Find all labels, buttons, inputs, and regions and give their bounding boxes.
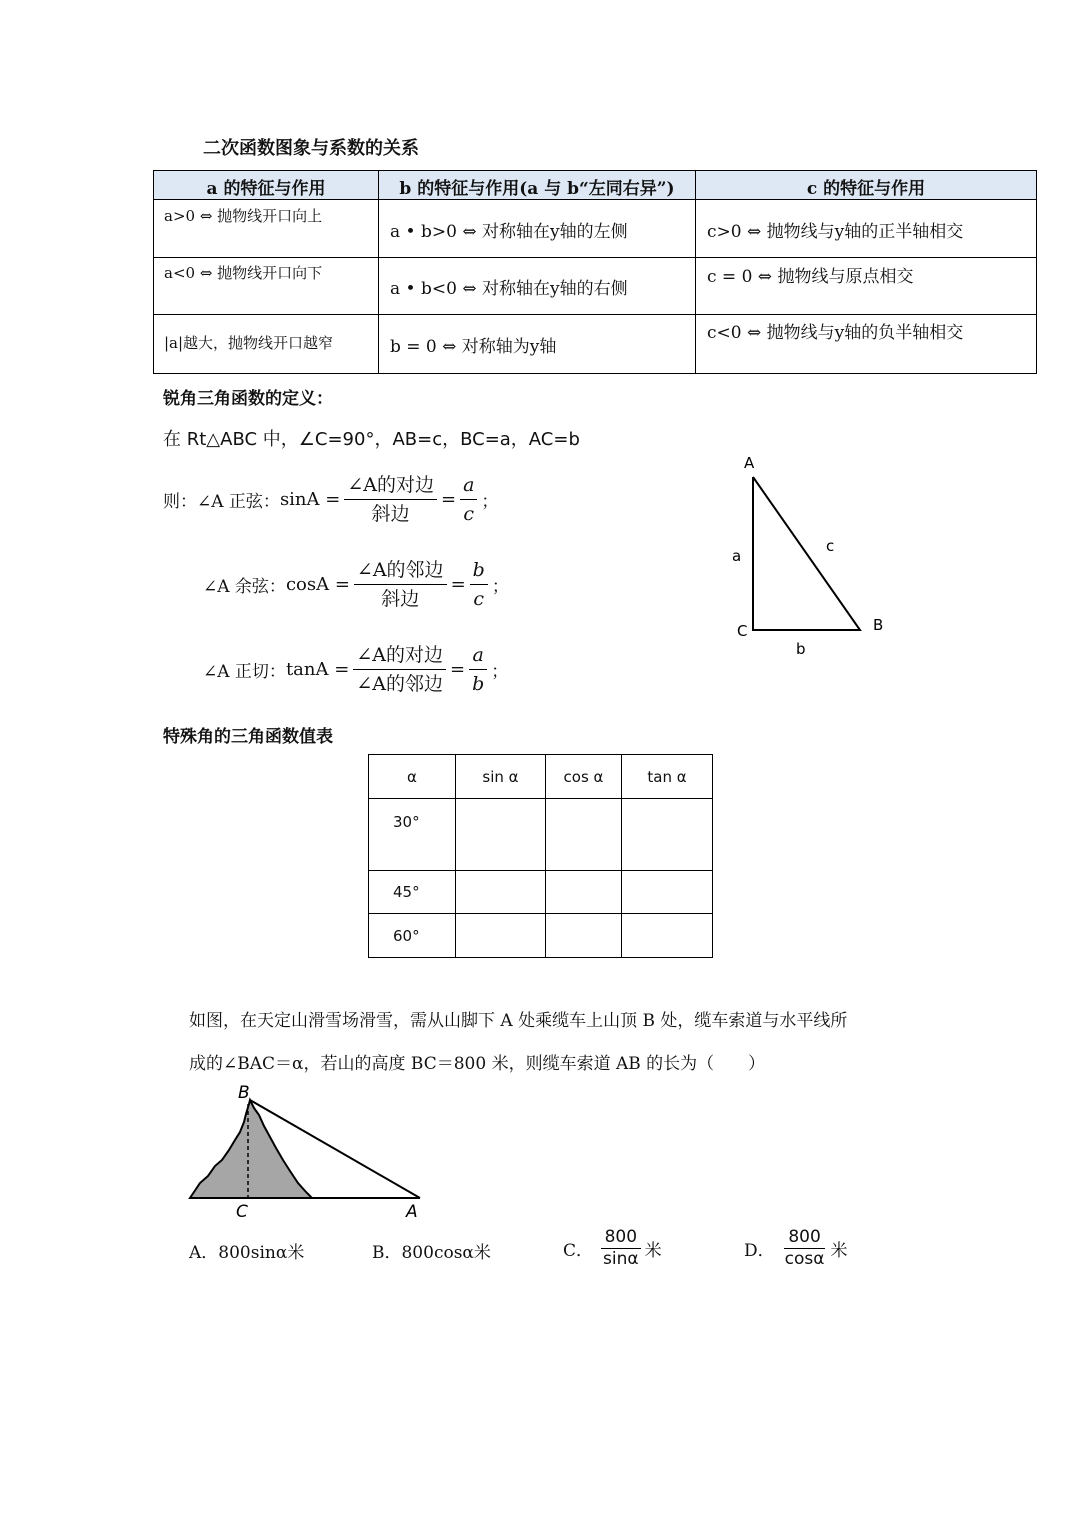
section-title-quadratic: 二次函数图象与系数的关系 (203, 138, 419, 159)
angle-45: 45° (393, 883, 420, 901)
option-c-numerator: 800 (601, 1227, 641, 1249)
header-alpha: α (407, 768, 417, 786)
sine-letter-den: c (463, 503, 475, 525)
tangent-letter-num: a (469, 642, 486, 670)
cosine-ratio-text (354, 557, 447, 612)
tangent-equals: = (449, 659, 466, 680)
sine-letter-num: a (460, 472, 477, 500)
sine-label: 则：∠A 正弦： (163, 492, 280, 512)
option-c-fraction (599, 1227, 643, 1270)
sine-end: ； (481, 492, 499, 512)
tangent-numerator: ∠A的对边 (353, 642, 446, 670)
option-c[interactable] (563, 1227, 662, 1270)
cell-b-3: b = 0 ⇔ 对称轴为y轴 (390, 337, 557, 357)
tangent-lhs: tanA = (285, 659, 350, 680)
special-angle-table (368, 754, 713, 958)
cell-a-2: a<0 ⇔ 抛物线开口向下 (164, 264, 323, 282)
cosine-equals: = (450, 574, 466, 595)
sine-ratio-letters (460, 472, 477, 527)
sine-numerator: ∠A的对边 (344, 472, 437, 500)
tangent-denominator: ∠A的邻边 (356, 673, 443, 695)
cosine-formula (203, 557, 509, 612)
triangle-premise: 在 Rt△ABC 中，∠C=90°，AB=c，BC=a，AC=b (163, 429, 580, 450)
tangent-ratio-text (353, 642, 446, 697)
option-d-denominator: cosα (784, 1249, 825, 1269)
cell-b-1: a • b>0 ⇔ 对称轴在y轴的左侧 (390, 222, 628, 242)
sine-ratio-text (344, 472, 437, 527)
option-c-label: C． (563, 1241, 594, 1261)
header-tan: tan α (647, 768, 687, 786)
tangent-label: ∠A 正切： (203, 662, 286, 682)
triangle-edges (753, 477, 860, 630)
cosine-letter-den: c (473, 588, 485, 610)
sine-denominator: 斜边 (371, 503, 410, 525)
side-a-label: a (732, 547, 742, 565)
angle-30: 30° (393, 813, 420, 831)
angle-60: 60° (393, 927, 420, 945)
cosine-label: ∠A 余弦： (203, 577, 286, 597)
cell-c-2: c = 0 ⇔ 抛物线与原点相交 (707, 267, 914, 287)
point-c-label: C (236, 1202, 248, 1222)
tangent-end: ； (491, 662, 509, 682)
option-c-unit: 米 (644, 1241, 662, 1261)
cell-a-1: a>0 ⇔ 抛物线开口向上 (164, 207, 323, 225)
section-title-trig-definition: 锐角三角函数的定义： (163, 389, 333, 409)
sine-equals: = (440, 489, 457, 510)
cell-c-3: c<0 ⇔ 抛物线与y轴的负半轴相交 (707, 323, 964, 343)
cosine-ratio-letters (470, 557, 488, 612)
header-c: c 的特征与作用 (806, 179, 926, 199)
cosine-denominator: 斜边 (381, 588, 420, 610)
tangent-formula (203, 642, 508, 697)
option-d-numerator: 800 (784, 1227, 824, 1249)
option-d-unit: 米 (830, 1241, 848, 1261)
point-b-label: B (238, 1083, 250, 1103)
option-d-label: D． (744, 1241, 775, 1261)
sine-lhs: sinA = (279, 489, 341, 510)
mountain-cable-diagram (180, 1080, 440, 1222)
tangent-letter-den: b (472, 673, 485, 695)
header-cos: cos α (563, 768, 604, 786)
cell-b-2: a • b<0 ⇔ 对称轴在y轴的右侧 (390, 279, 628, 299)
sine-formula (163, 472, 498, 527)
cosine-letter-num: b (470, 557, 488, 585)
header-sin: sin α (482, 768, 519, 786)
tangent-ratio-letters (469, 642, 487, 697)
point-a-label: A (406, 1202, 418, 1222)
question-line-2: 成的∠BAC＝α，若山的高度 BC＝800 米，则缆车索道 AB 的长为（ ） (189, 1054, 766, 1074)
header-a: a 的特征与作用 (206, 179, 326, 199)
side-c-label: c (826, 537, 835, 555)
vertex-b-label: B (873, 616, 884, 634)
question-line-1: 如图，在天定山滑雪场滑雪，需从山脚下 A 处乘缆车上山顶 B 处，缆车索道与水平线所 (189, 1011, 848, 1031)
cosine-lhs: cosA = (285, 574, 350, 595)
option-d-fraction (781, 1227, 829, 1270)
option-d[interactable] (744, 1227, 847, 1270)
cosine-end: ； (491, 577, 509, 597)
vertex-a-label: A (744, 454, 755, 472)
cosine-numerator: ∠A的邻边 (354, 557, 447, 585)
section-title-special-angles: 特殊角的三角函数值表 (163, 727, 333, 747)
coefficient-table (153, 170, 1037, 374)
side-b-label: b (796, 640, 806, 658)
cell-c-1: c>0 ⇔ 抛物线与y轴的正半轴相交 (707, 222, 964, 242)
option-b[interactable]: B．800cosα米 (372, 1243, 491, 1263)
header-b: b 的特征与作用(a 与 b“左同右异”) (399, 179, 675, 199)
option-c-denominator: sinα (603, 1249, 639, 1269)
vertex-c-label: C (737, 622, 748, 640)
mountain-shape (190, 1100, 312, 1198)
right-triangle-diagram (720, 445, 900, 665)
option-a[interactable]: A．800sinα米 (189, 1243, 305, 1263)
cell-a-3: |a|越大，抛物线开口越窄 (164, 334, 334, 352)
